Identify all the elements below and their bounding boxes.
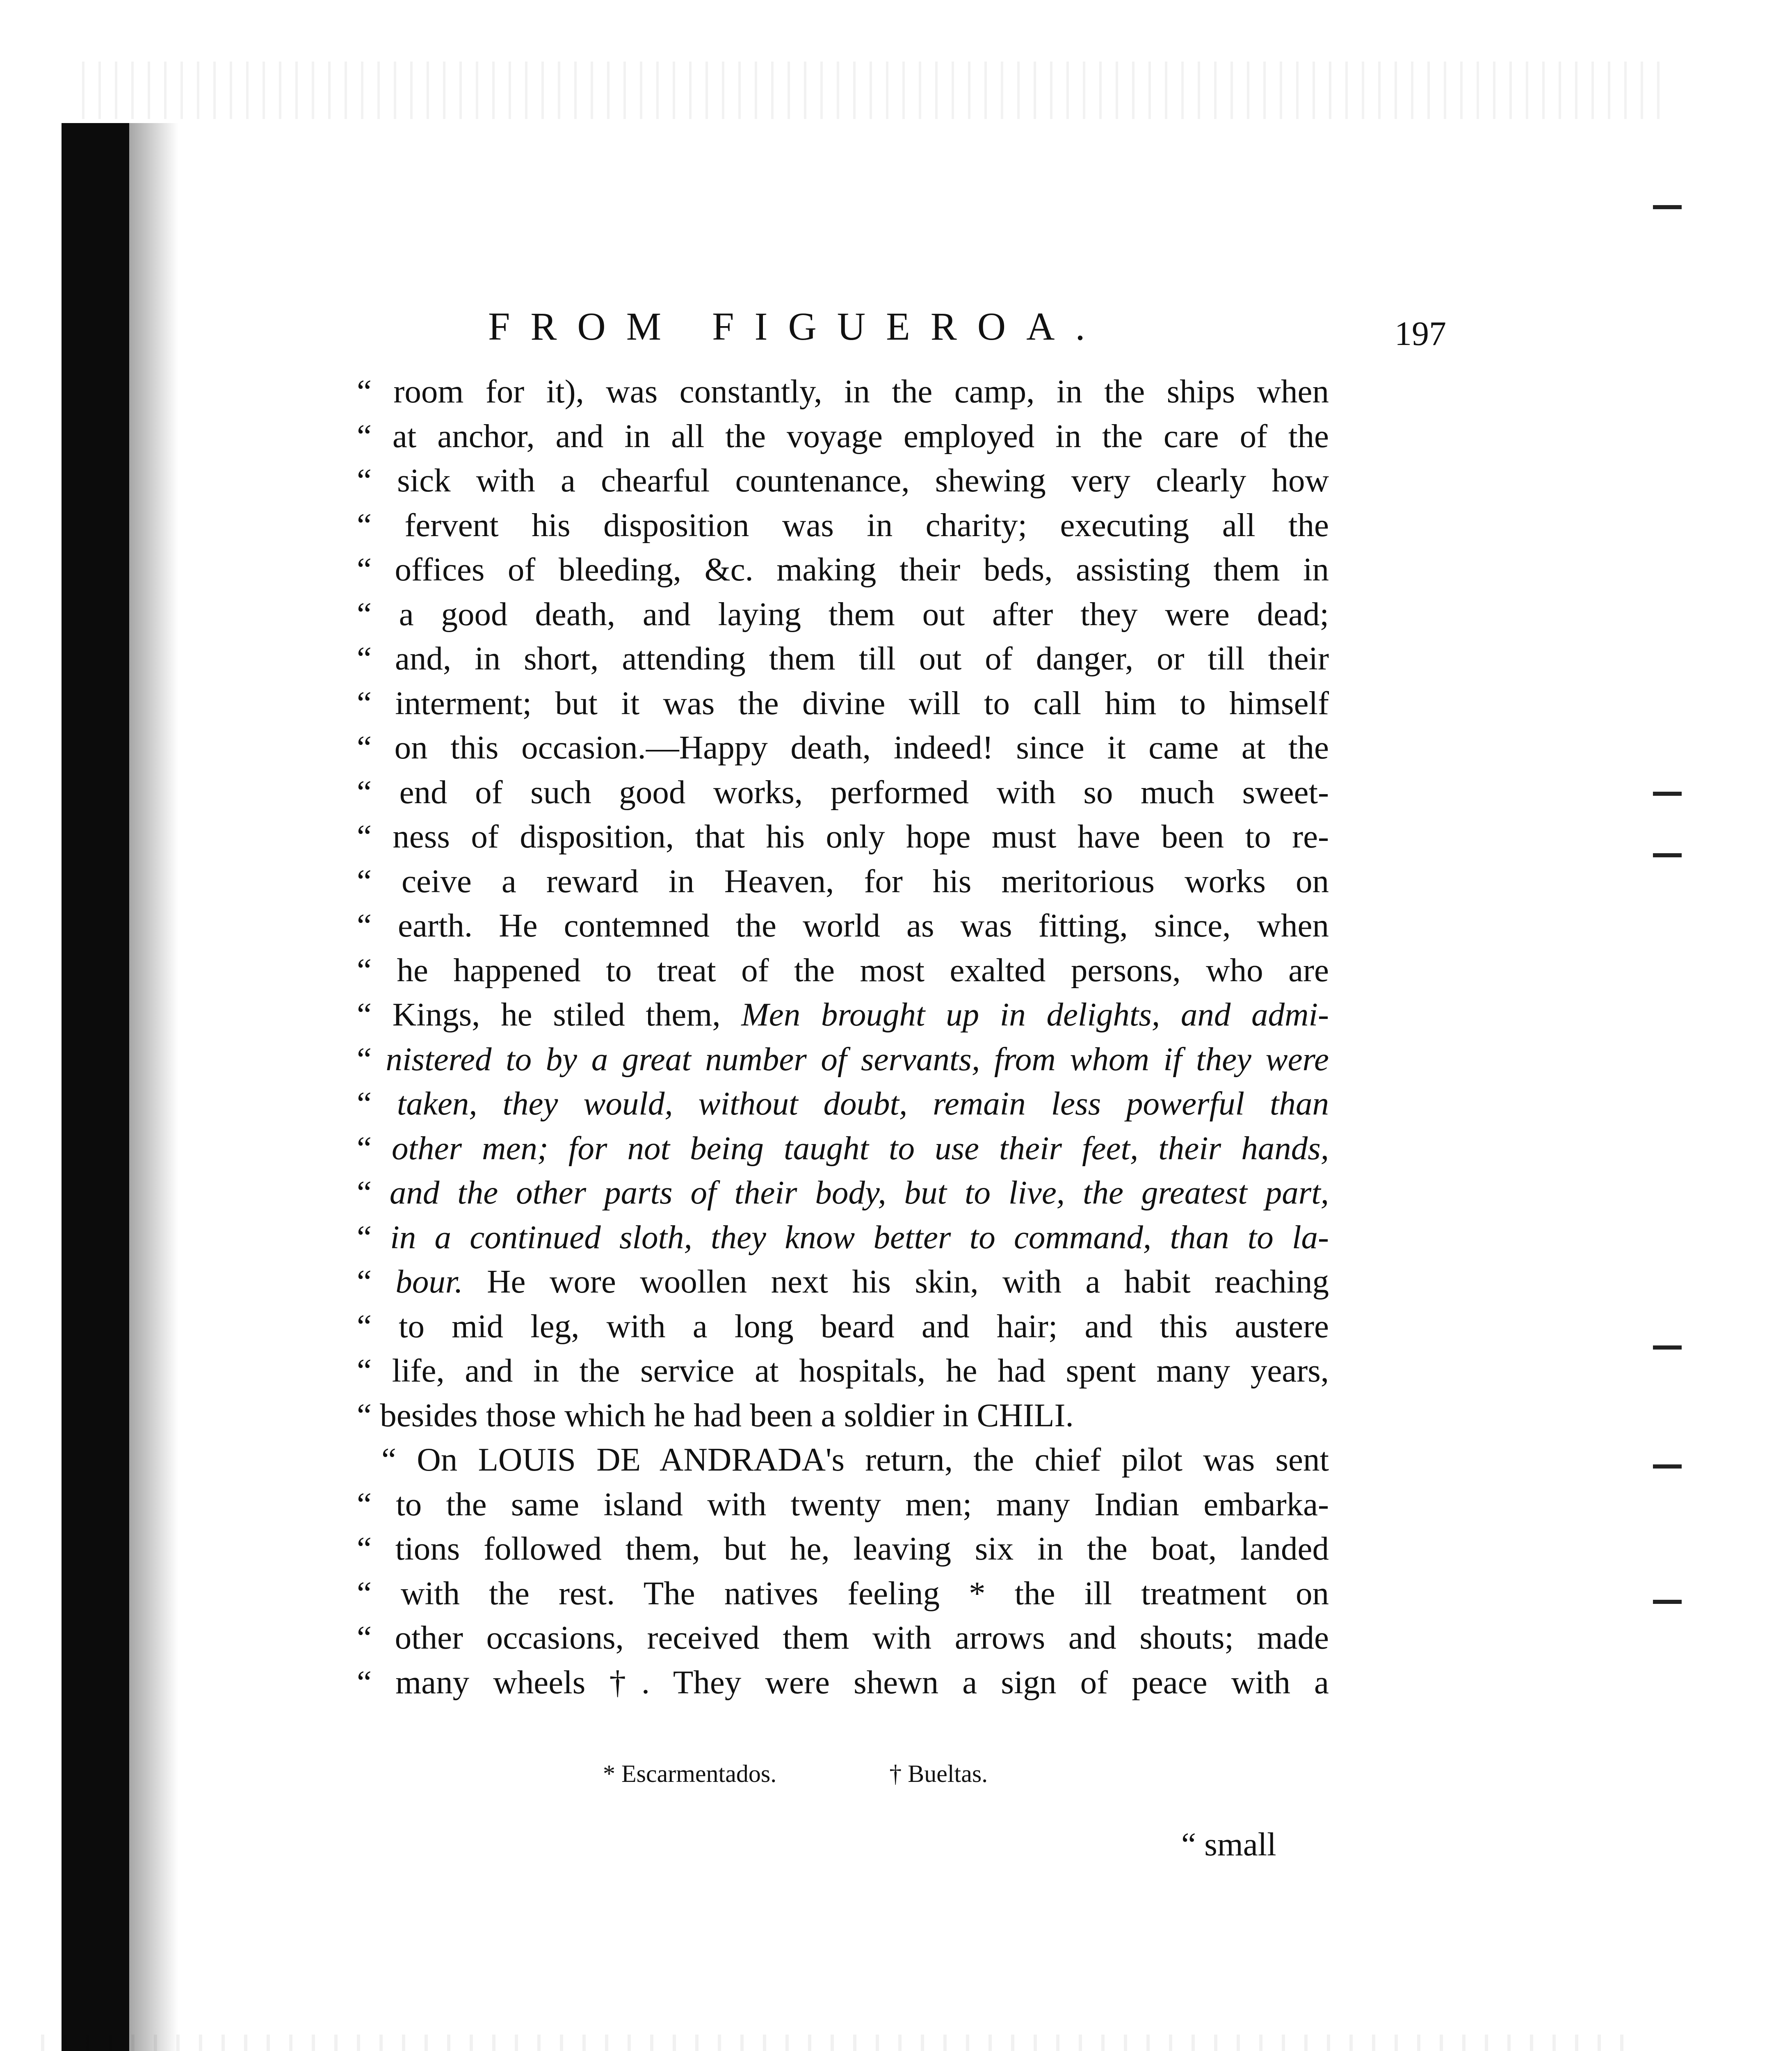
text-line: “ room for it), was constantly, in the camp, in the ships when [357,373,1329,410]
text-line: “ fervent his disposition was in charity; executing all the [357,506,1329,544]
italic-text: nistered to by a great number of servants, from whom if they were [386,1040,1329,1078]
page-edge-mark [1653,1464,1682,1469]
text-line [357,1126,1329,1171]
scan-noise-bottom [41,2035,1641,2051]
book-spine-shadow [62,123,129,2051]
text-line: “ on this occasion.—Happy death, indeed! since it came at the [357,729,1329,766]
italic-text: and the other parts of their body, but to live, the greatest part, [389,1174,1329,1211]
italic-text: taken, they would, without doubt, remain less powerful than [397,1085,1329,1122]
italic-text: Men brought up in delights, and admi- [741,996,1329,1033]
quote-mark: “ [357,1129,372,1167]
text-line: “ many wheels †. They were shewn a sign of peace with a [357,1663,1329,1701]
text-line: “ interment; but it was the divine will to call him to himself [357,684,1329,722]
text-line [357,992,1329,1037]
footnote: * Escarmentados. [603,1760,777,1787]
running-title: FROM FIGUEROA. [488,304,1106,348]
body-text [357,369,1329,1702]
text-line: “ tions followed them, but he, leaving six in the boat, landed [357,1530,1329,1567]
page-number: 197 [1395,315,1446,353]
text-line: “ ness of disposition, that his only hope must have been to re- [357,818,1329,855]
text-line [357,1170,1329,1215]
text-line: “ to mid leg, with a long beard and hair; and this austere [357,1307,1329,1345]
page-edge-mark [1653,853,1682,857]
page-edge-mark [1653,792,1682,796]
quote-mark: “ [357,1263,372,1300]
text-line: “ life, and in the service at hospitals, he had spent many years, [357,1352,1329,1389]
quote-mark: “ [357,1218,372,1256]
text-line [357,1215,1329,1260]
text-line: “ end of such good works, performed with so much sweet- [357,773,1329,811]
text-line: “ earth. He contemned the world as was fitting, since, when [357,907,1329,944]
italic-text: bour. [395,1263,463,1300]
text-line: “ a good death, and laying them out after they were dead; [357,595,1329,633]
spine-gradient [129,123,178,2051]
italic-text: in a continued sloth, they know better to command, than to la- [390,1218,1329,1256]
text-line: “ other occasions, received them with arrows and shouts; made [357,1619,1329,1656]
text-line [357,1037,1329,1082]
text-line: “ On LOUIS DE ANDRADA's return, the chief pilot was sent [381,1441,1329,1478]
text-line: “ at anchor, and in all the voyage employed in the care of the [357,417,1329,455]
scan-noise-top [82,62,1661,119]
page-edge-mark [1653,1345,1682,1350]
text-line: “ he happened to treat of the most exalted persons, who are [357,951,1329,989]
text-line [357,1081,1329,1126]
text-span: He wore woollen next his skin, with a habit reaching [487,1263,1329,1300]
footnote: † Bueltas. [889,1760,988,1787]
text-line [357,1259,1329,1304]
quote-mark: “ [357,1040,372,1078]
text-line: “ with the rest. The natives feeling * the ill treatment on [357,1574,1329,1612]
text-line: “ besides those which he had been a soldier in CHILI. [357,1396,1074,1434]
quote-mark: “ [357,1174,372,1211]
text-line: “ to the same island with twenty men; many Indian embarka- [357,1485,1329,1523]
page-edge-mark [1653,205,1682,209]
text-span: “ Kings, he stiled them, [357,996,721,1033]
text-line: “ offices of bleeding, &c. making their beds, assisting them in [357,551,1329,588]
catchword: “ small [1181,1826,1276,1863]
text-line: “ sick with a chearful countenance, shewing very clearly how [357,462,1329,499]
quote-mark: “ [357,1085,372,1122]
text-line: “ and, in short, attending them till out of danger, or till their [357,640,1329,677]
footnotes [603,1760,1094,1788]
page-edge-mark [1653,1600,1682,1604]
italic-text: other men; for not being taught to use their feet, their hands, [391,1129,1329,1167]
text-line: “ ceive a reward in Heaven, for his meritorious works on [357,862,1329,900]
